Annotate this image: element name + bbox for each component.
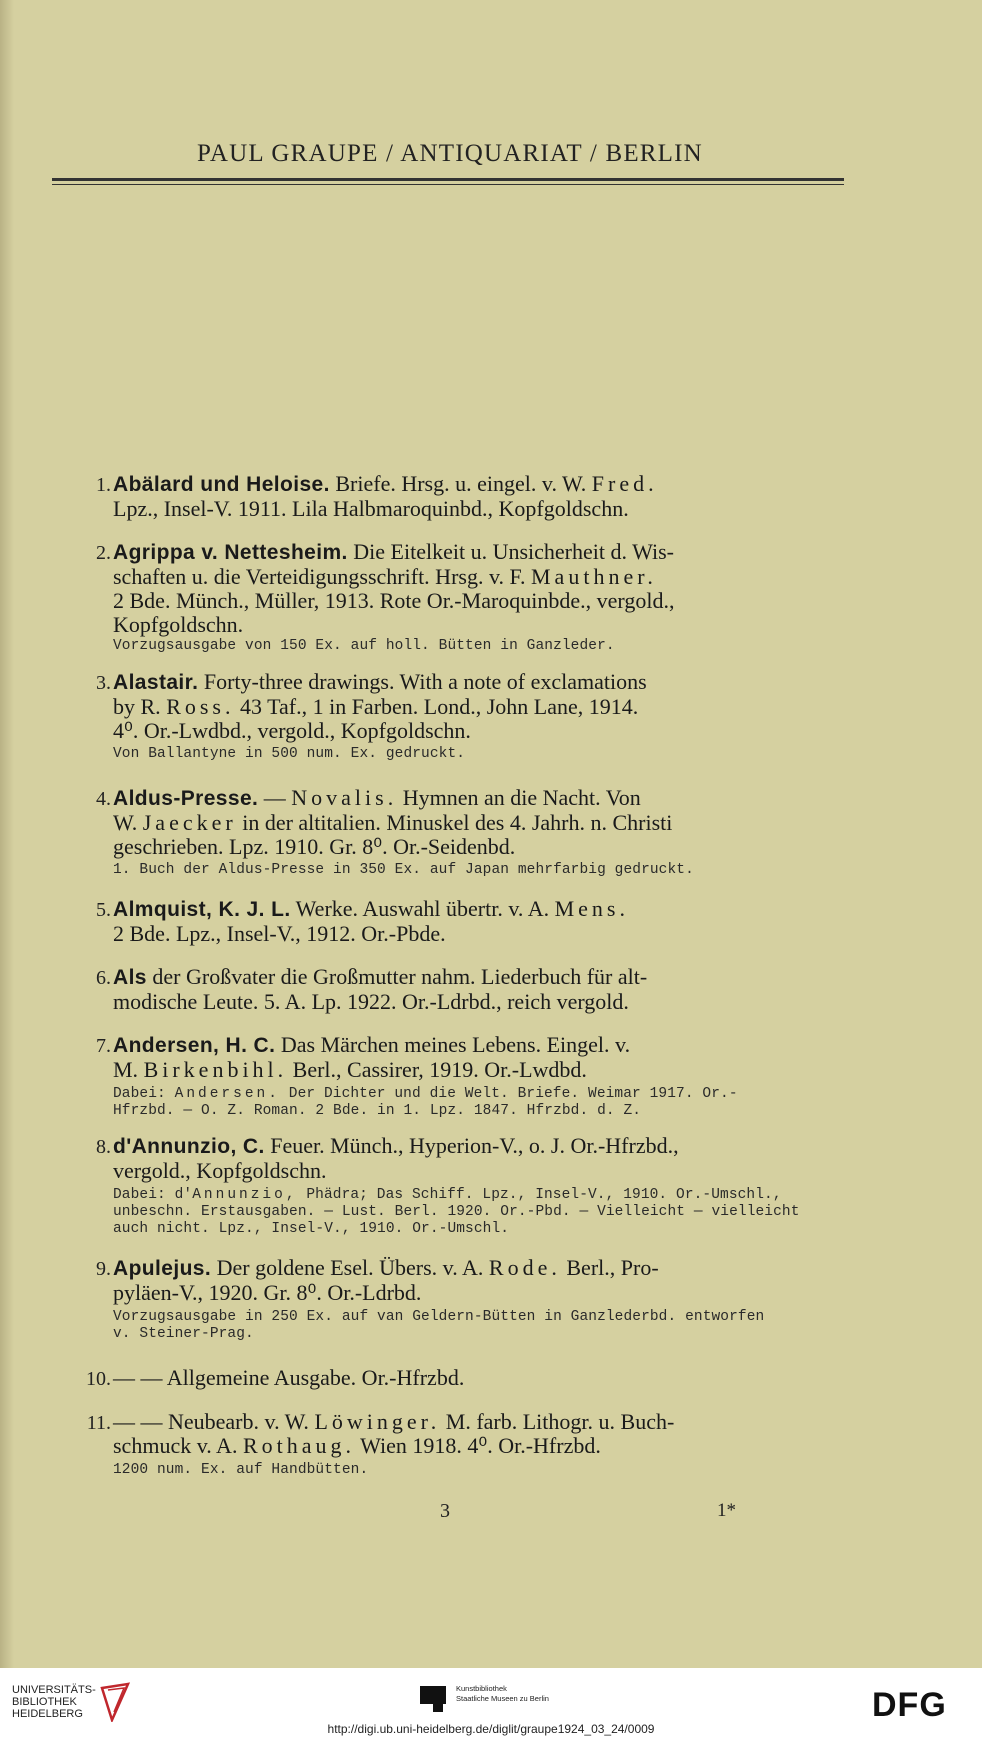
entry-number: 2.: [96, 542, 111, 564]
entry-line: geschrieben. Lpz. 1910. Gr. 8⁰. Or.-Seidenbd.: [113, 834, 516, 859]
entry-line: Der goldene Esel. Übers. v. A.: [216, 1255, 484, 1280]
entry-line: schaften u. die Verteidigungsschrift. Hrsg. v. F.: [113, 564, 526, 589]
kb-logo-line: Staatliche Museen zu Berlin: [456, 1694, 549, 1703]
entry-line: Wien 1918. 4⁰. Or.-Hfrzbd.: [360, 1433, 601, 1458]
entry-line: Lpz., Insel-V. 1911. Lila Halbmaroquinbd., Kopfgoldschn.: [113, 496, 629, 521]
entry-text: [113, 1410, 848, 1458]
entry-heading: Aldus-Presse.: [113, 787, 259, 810]
entry-line: Rothaug.: [242, 1433, 356, 1458]
entry-note-line: auch nicht. Lpz., Insel-V., 1910. Or.-Umschl.: [113, 1221, 510, 1237]
entry-note: [113, 1187, 848, 1238]
entry-line: Die Eitelkeit u. Unsicherheit d. Wis-: [353, 539, 674, 564]
entry-line: Rode.: [488, 1255, 561, 1280]
entry-line: Novalis.: [291, 785, 398, 810]
entry-note: Vorzugsausgabe von 150 Ex. auf holl. Bütten in Ganzleder.: [113, 638, 615, 654]
entry-line: Hymnen an die Nacht. Von: [402, 785, 641, 810]
entry-text: [113, 540, 848, 637]
entry-line: 43 Taf., 1 in Farben. Lond., John Lane, 1914.: [239, 694, 639, 719]
signature-mark: 1*: [717, 1500, 736, 1521]
entry-line: Ross.: [166, 694, 235, 719]
entry-heading: Andersen, H. C.: [113, 1034, 276, 1057]
entry-text: [113, 786, 848, 859]
entry-text: [113, 1134, 848, 1183]
entry-line: vergold., Kopfgoldschn.: [113, 1158, 327, 1183]
entry-line: — — Neubearb. v. W.: [113, 1409, 309, 1434]
entry-text: [113, 897, 848, 946]
page-edge-shadow: [0, 0, 14, 1668]
entry-heading: d'Annunzio, C.: [113, 1135, 265, 1158]
kunstbibliothek-logo[interactable]: [456, 1684, 549, 1704]
entry-line: Kopfgoldschn.: [113, 612, 244, 637]
entry-note-line: Der Dichter und die Welt. Briefe. Weimar 1917. Or.-: [288, 1086, 738, 1102]
entry-number: 11.: [86, 1412, 111, 1434]
entry-line: by R.: [113, 694, 161, 719]
ub-heidelberg-logo[interactable]: [12, 1684, 96, 1720]
entry-number: 1.: [96, 474, 111, 496]
entry-number: 4.: [96, 788, 111, 810]
entry-line: Berl., Pro-: [566, 1255, 659, 1280]
entry-number: 5.: [96, 899, 111, 921]
page-header-title: PAUL GRAUPE / ANTIQUARIAT / BERLIN: [197, 140, 703, 167]
entry-text: [113, 1033, 848, 1082]
entry-line: Fred.: [591, 471, 658, 496]
entry-line: pyläen-V., 1920. Gr. 8⁰. Or.-Ldrbd.: [113, 1280, 422, 1305]
entry-heading: Agrippa v. Nettesheim.: [113, 541, 348, 564]
entry-line: Jaecker: [142, 810, 237, 835]
entry-note: Von Ballantyne in 500 num. Ex. gedruckt.: [113, 746, 466, 762]
entry-note: [113, 1086, 848, 1120]
entry-note-line: unbeschn. Erstausgaben. — Lust. Berl. 1920. Or.-Pbd. — Vielleicht — vielleicht: [113, 1204, 800, 1220]
entry-number: 9.: [96, 1258, 111, 1280]
entry-line: 4⁰. Or.-Lwdbd., vergold., Kopfgoldschn.: [113, 718, 471, 743]
entry-number: 7.: [96, 1035, 111, 1057]
entry-text: [113, 670, 848, 743]
entry-heading: Abälard und Heloise.: [113, 473, 330, 496]
entry-note-line: Phädra; Das Schiff. Lpz., Insel-V., 1910. Or.-Umschl.,: [306, 1187, 782, 1203]
entry-number: 6.: [96, 967, 111, 989]
entry-heading: Alastair.: [113, 671, 199, 694]
entry-line: M. farb. Lithogr. u. Buch-: [445, 1409, 675, 1434]
entry-note-line: Vorzugsausgabe in 250 Ex. auf van Geldern-Bütten in Ganzlederbd. entworfen: [113, 1309, 765, 1325]
entry-note-line: v. Steiner-Prag.: [113, 1326, 254, 1342]
header-rule-thick: [52, 178, 844, 181]
entry-text: [113, 1366, 848, 1390]
entry-line: M.: [113, 1057, 139, 1082]
entry-note: [113, 1309, 848, 1343]
footer-bar: [0, 1668, 982, 1740]
entry-heading: Almquist, K. J. L.: [113, 898, 291, 921]
entry-heading: Apulejus.: [113, 1257, 212, 1280]
entry-note-line: Hfrzbd. — O. Z. Roman. 2 Bde. in 1. Lpz. 1847. Hfrzbd. d. Z.: [113, 1103, 642, 1119]
kunstbibliothek-icon: [418, 1684, 448, 1714]
entry-line: Löwinger.: [314, 1409, 441, 1434]
entry-number: 8.: [96, 1136, 111, 1158]
entry-line: W.: [113, 810, 138, 835]
entry-line: Mens.: [554, 896, 629, 921]
entry-note-line: Andersen.: [174, 1086, 280, 1102]
entry-text: [113, 1256, 848, 1305]
header-rule-thin: [52, 184, 844, 185]
entry-line: Berl., Cassirer, 1919. Or.-Lwdbd.: [292, 1057, 587, 1082]
entry-line: 2 Bde. Münch., Müller, 1913. Rote Or.-Maroquinbde., vergold.,: [113, 588, 675, 613]
entry-line: schmuck v. A.: [113, 1433, 238, 1458]
permalink-url[interactable]: http://digi.ub.uni-heidelberg.de/diglit/graupe1924_03_24/0009: [327, 1722, 655, 1736]
kb-logo-line: Kunstbibliothek: [456, 1684, 507, 1693]
entry-line: —: [263, 785, 286, 810]
entry-note: 1. Buch der Aldus-Presse in 350 Ex. auf Japan mehrfarbig gedruckt.: [113, 862, 694, 878]
entry-note-line: Annunzio,: [192, 1187, 298, 1203]
entry-line: der Großvater die Großmutter nahm. Liederbuch für alt-: [152, 964, 648, 989]
ub-logo-line: HEIDELBERG: [12, 1708, 83, 1720]
entry-heading: Als: [113, 966, 147, 989]
entry-line: Mauthner.: [531, 564, 657, 589]
dfg-logo[interactable]: DFG: [872, 1686, 947, 1724]
entry-note-line: Dabei:: [113, 1086, 166, 1102]
entry-line: Forty-three drawings. With a note of exclamations: [203, 669, 647, 694]
entry-line: — — Allgemeine Ausgabe. Or.-Hfrzbd.: [113, 1365, 465, 1390]
entry-line: in der altitalien. Minuskel des 4. Jahrh. n. Christi: [242, 810, 673, 835]
entry-text: [113, 965, 848, 1014]
entry-line: 2 Bde. Lpz., Insel-V., 1912. Or.-Pbde.: [113, 921, 446, 946]
entry-line: Feuer. Münch., Hyperion-V., o. J. Or.-Hfrzbd.,: [270, 1133, 679, 1158]
entry-line: Briefe. Hrsg. u. eingel. v. W.: [335, 471, 587, 496]
entry-line: modische Leute. 5. A. Lp. 1922. Or.-Ldrbd., reich vergold.: [113, 989, 629, 1014]
entry-line: Das Märchen meines Lebens. Eingel. v.: [280, 1032, 631, 1057]
page-number: 3: [440, 1500, 450, 1522]
entry-number: 3.: [96, 672, 111, 694]
entry-note-line: Dabei: d': [113, 1187, 193, 1203]
entry-line: Birkenbihl.: [143, 1057, 288, 1082]
ub-logo-line: BIBLIOTHEK: [12, 1696, 77, 1708]
entry-text: [113, 472, 848, 521]
entry-number: 10.: [86, 1368, 111, 1390]
ub-logo-line: UNIVERSITÄTS-: [12, 1684, 96, 1696]
entry-note: 1200 num. Ex. auf Handbütten.: [113, 1462, 369, 1478]
entry-line: Werke. Auswahl übertr. v. A.: [295, 896, 550, 921]
ub-emblem-icon: [98, 1682, 134, 1722]
